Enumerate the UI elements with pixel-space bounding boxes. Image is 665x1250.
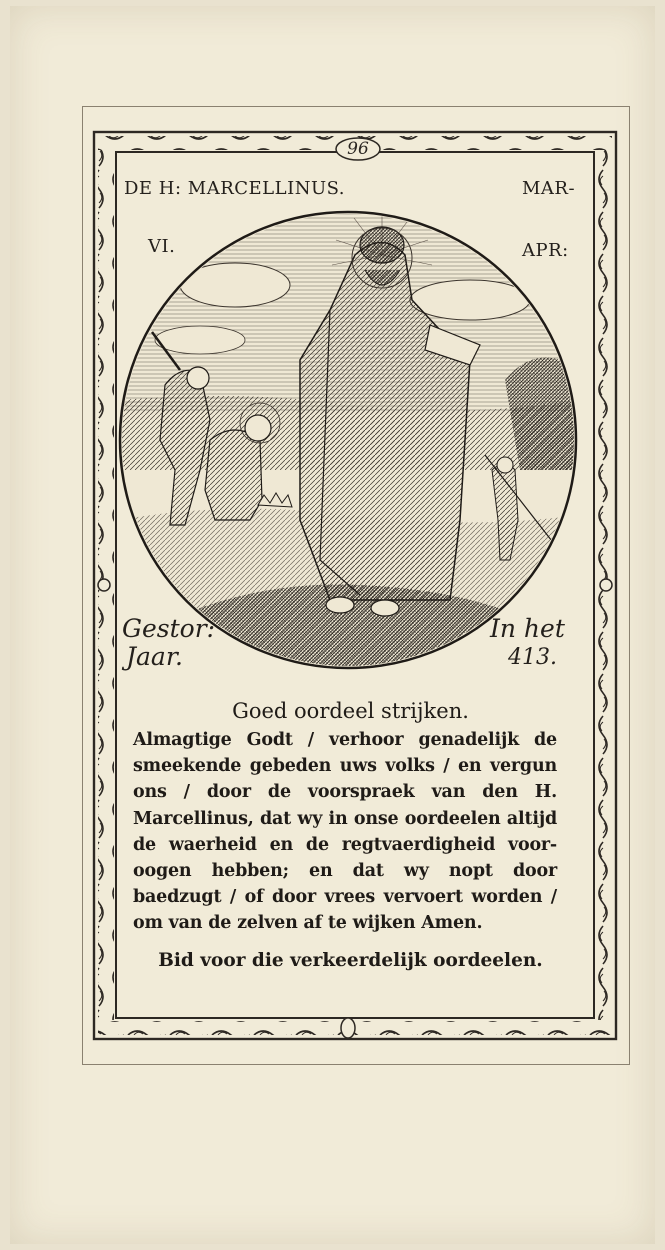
month-label: MAR-	[522, 178, 576, 199]
day-label: VI.	[148, 236, 176, 257]
caption-title: Goed oordeel strijken.	[232, 699, 469, 723]
death-label-jaar: Jaar.	[126, 642, 183, 671]
closing-line: Bid voor die verkeerdelijk oordeelen.	[158, 950, 543, 971]
death-year: 413.	[508, 645, 557, 670]
death-label-gestor: Gestor:	[122, 614, 216, 643]
month-label-secondary: APR:	[522, 240, 569, 261]
medallion-image	[120, 212, 580, 680]
saint-name-heading: DE H: MARCELLINUS.	[124, 178, 346, 199]
page-number: 96	[347, 139, 369, 159]
death-label-in-het: In het	[490, 614, 565, 643]
prayer-text: Almagtige Godt / verhoor genadelijk de smeekende gebeden uws volks / en vergun ons / door de voorspraek van den H. Marcellinus, dat wy in onse oordeelen altijd de waerheid en de regtvaerdigheid voor-oogen hebben; en dat wy nopt door baedzugt / of door vrees vervoert worden / om van de zelven af te wijken Amen.	[133, 730, 557, 934]
